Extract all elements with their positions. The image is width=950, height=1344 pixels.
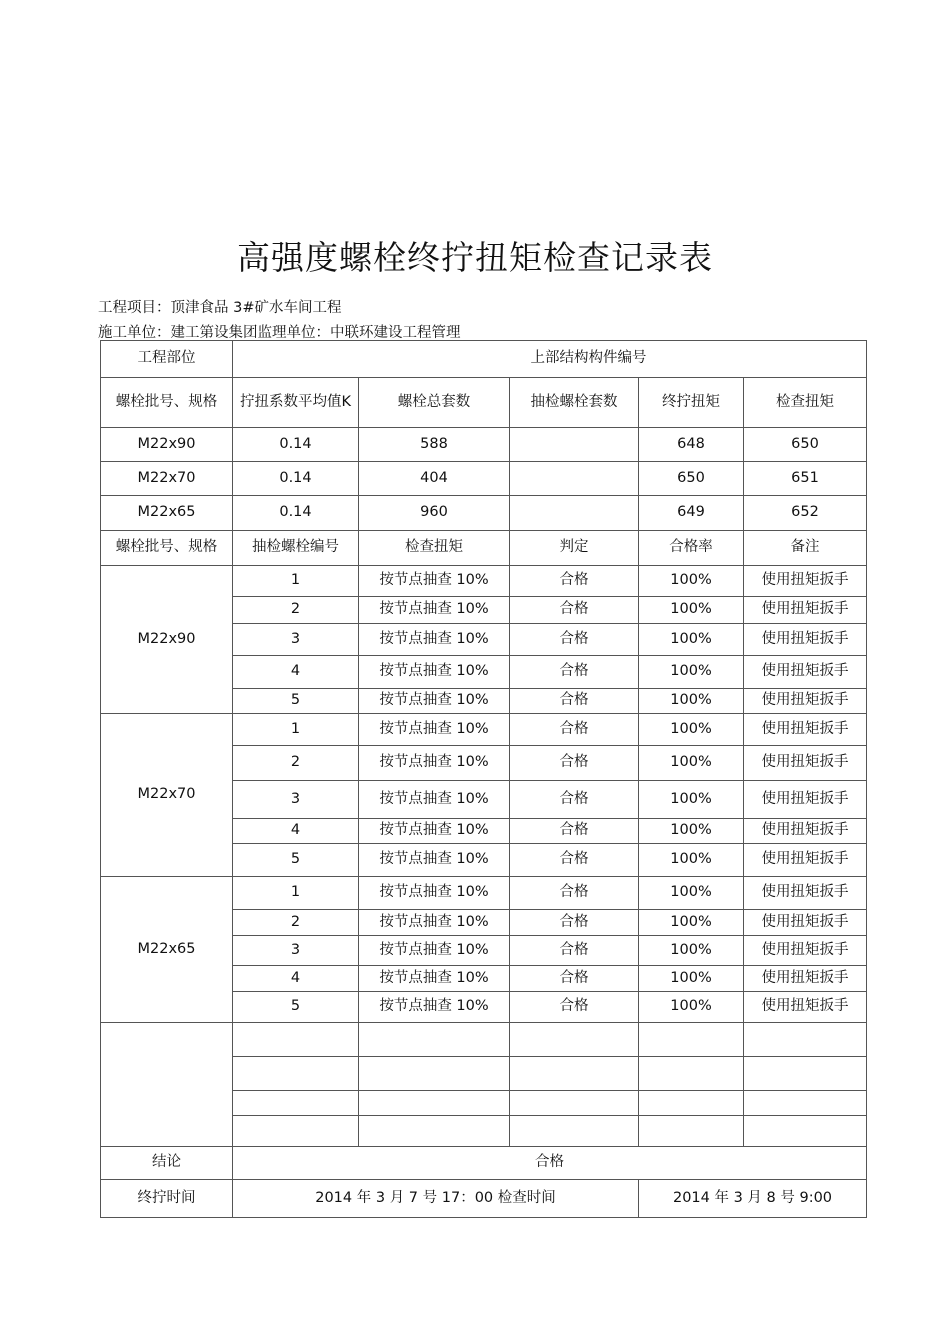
empty-row (101, 1023, 867, 1057)
final-time-value: 2014 年 3 月 7 号 17：00 检查时间 (233, 1180, 639, 1218)
summary-row (101, 428, 867, 462)
summary-sample (510, 462, 639, 496)
check-torque: 按节点抽查 10% (359, 819, 510, 844)
col-remark: 备注 (744, 531, 867, 566)
pass-rate: 100% (639, 910, 744, 936)
header-row-summary (101, 378, 867, 428)
sample-no: 4 (233, 819, 359, 844)
summary-k: 0.14 (233, 462, 359, 496)
pass-rate: 100% (639, 966, 744, 992)
sample-no: 3 (233, 624, 359, 656)
remark: 使用扭矩扳手 (744, 566, 867, 597)
pass-rate: 100% (639, 566, 744, 597)
final-time-row (101, 1180, 867, 1218)
check-torque: 按节点抽查 10% (359, 597, 510, 624)
judgement: 合格 (510, 910, 639, 936)
pass-rate: 100% (639, 714, 744, 746)
col-check-torque-2: 检查扭矩 (359, 531, 510, 566)
check-torque: 按节点抽查 10% (359, 781, 510, 819)
remark: 使用扭矩扳手 (744, 656, 867, 689)
unit-line: 施工单位：建工第设集团监理单位：中联环建设工程管理 (98, 325, 461, 341)
remark: 使用扭矩扳手 (744, 936, 867, 966)
col-final-torque: 终拧扭矩 (639, 378, 744, 428)
pass-rate: 100% (639, 656, 744, 689)
summary-final: 649 (639, 496, 744, 531)
col-check-torque: 检查扭矩 (744, 378, 867, 428)
check-torque: 按节点抽查 10% (359, 844, 510, 877)
judgement: 合格 (510, 566, 639, 597)
sample-no: 5 (233, 844, 359, 877)
part-label: 工程部位 (101, 341, 233, 378)
remark: 使用扭矩扳手 (744, 910, 867, 936)
pass-rate: 100% (639, 877, 744, 910)
remark: 使用扭矩扳手 (744, 844, 867, 877)
pass-rate: 100% (639, 624, 744, 656)
remark: 使用扭矩扳手 (744, 689, 867, 714)
detail-row (101, 877, 867, 910)
col-batch-spec-2: 螺栓批号、规格 (101, 531, 233, 566)
group-spec: M22x70 (101, 714, 233, 877)
judgement: 合格 (510, 656, 639, 689)
summary-k: 0.14 (233, 496, 359, 531)
judgement: 合格 (510, 966, 639, 992)
header-row-part (101, 341, 867, 378)
sample-no: 1 (233, 566, 359, 597)
pass-rate: 100% (639, 781, 744, 819)
summary-total: 960 (359, 496, 510, 531)
judgement: 合格 (510, 936, 639, 966)
summary-spec: M22x90 (101, 428, 233, 462)
remark: 使用扭矩扳手 (744, 624, 867, 656)
col-sample-no: 抽检螺栓编号 (233, 531, 359, 566)
col-total-sets: 螺栓总套数 (359, 378, 510, 428)
remark: 使用扭矩扳手 (744, 781, 867, 819)
final-time-label: 终拧时间 (101, 1180, 233, 1218)
sample-no: 3 (233, 936, 359, 966)
header-row-detail (101, 531, 867, 566)
judgement: 合格 (510, 624, 639, 656)
check-torque: 按节点抽查 10% (359, 689, 510, 714)
summary-row (101, 462, 867, 496)
sample-no: 1 (233, 714, 359, 746)
check-torque: 按节点抽查 10% (359, 566, 510, 597)
judgement: 合格 (510, 992, 639, 1023)
remark: 使用扭矩扳手 (744, 597, 867, 624)
col-judgement: 判定 (510, 531, 639, 566)
page-title: 高强度螺栓终拧扭矩检查记录表 (237, 238, 713, 277)
empty-spec-cell (101, 1023, 233, 1147)
sample-no: 2 (233, 910, 359, 936)
project-line: 工程项目：顶津食品 3#矿水车间工程 (98, 300, 342, 316)
summary-spec: M22x70 (101, 462, 233, 496)
sample-no: 4 (233, 656, 359, 689)
sample-no: 4 (233, 966, 359, 992)
summary-sample (510, 428, 639, 462)
sample-no: 5 (233, 992, 359, 1023)
sample-no: 3 (233, 781, 359, 819)
remark: 使用扭矩扳手 (744, 714, 867, 746)
summary-final: 648 (639, 428, 744, 462)
summary-final: 650 (639, 462, 744, 496)
summary-check: 651 (744, 462, 867, 496)
conclusion-value: 合格 (233, 1147, 867, 1180)
summary-row (101, 496, 867, 531)
pass-rate: 100% (639, 844, 744, 877)
check-torque: 按节点抽查 10% (359, 714, 510, 746)
col-batch-spec: 螺栓批号、规格 (101, 378, 233, 428)
check-torque: 按节点抽查 10% (359, 877, 510, 910)
judgement: 合格 (510, 597, 639, 624)
pass-rate: 100% (639, 689, 744, 714)
col-k-value: 拧扭系数平均值K (233, 378, 359, 428)
conclusion-row (101, 1147, 867, 1180)
check-torque: 按节点抽查 10% (359, 910, 510, 936)
group-spec: M22x65 (101, 877, 233, 1023)
judgement: 合格 (510, 746, 639, 781)
remark: 使用扭矩扳手 (744, 877, 867, 910)
conclusion-label: 结论 (101, 1147, 233, 1180)
judgement: 合格 (510, 844, 639, 877)
pass-rate: 100% (639, 746, 744, 781)
summary-total: 588 (359, 428, 510, 462)
check-torque: 按节点抽查 10% (359, 966, 510, 992)
summary-sample (510, 496, 639, 531)
summary-k: 0.14 (233, 428, 359, 462)
summary-spec: M22x65 (101, 496, 233, 531)
col-pass-rate: 合格率 (639, 531, 744, 566)
judgement: 合格 (510, 819, 639, 844)
summary-total: 404 (359, 462, 510, 496)
pass-rate: 100% (639, 597, 744, 624)
sample-no: 1 (233, 877, 359, 910)
remark: 使用扭矩扳手 (744, 966, 867, 992)
check-torque: 按节点抽查 10% (359, 746, 510, 781)
check-torque: 按节点抽查 10% (359, 936, 510, 966)
pass-rate: 100% (639, 936, 744, 966)
sample-no: 2 (233, 746, 359, 781)
check-torque: 按节点抽查 10% (359, 992, 510, 1023)
judgement: 合格 (510, 689, 639, 714)
remark: 使用扭矩扳手 (744, 746, 867, 781)
sample-no: 2 (233, 597, 359, 624)
part-value: 上部结构构件编号 (233, 341, 867, 378)
detail-row (101, 714, 867, 746)
judgement: 合格 (510, 781, 639, 819)
summary-check: 652 (744, 496, 867, 531)
group-spec: M22x90 (101, 566, 233, 714)
remark: 使用扭矩扳手 (744, 819, 867, 844)
summary-check: 650 (744, 428, 867, 462)
check-time-value: 2014 年 3 月 8 号 9:00 (639, 1180, 867, 1218)
check-torque: 按节点抽查 10% (359, 624, 510, 656)
detail-row (101, 566, 867, 597)
col-sample-sets: 抽检螺栓套数 (510, 378, 639, 428)
check-torque: 按节点抽查 10% (359, 656, 510, 689)
judgement: 合格 (510, 877, 639, 910)
remark: 使用扭矩扳手 (744, 992, 867, 1023)
pass-rate: 100% (639, 819, 744, 844)
sample-no: 5 (233, 689, 359, 714)
torque-record-table (100, 340, 867, 1218)
pass-rate: 100% (639, 992, 744, 1023)
judgement: 合格 (510, 714, 639, 746)
